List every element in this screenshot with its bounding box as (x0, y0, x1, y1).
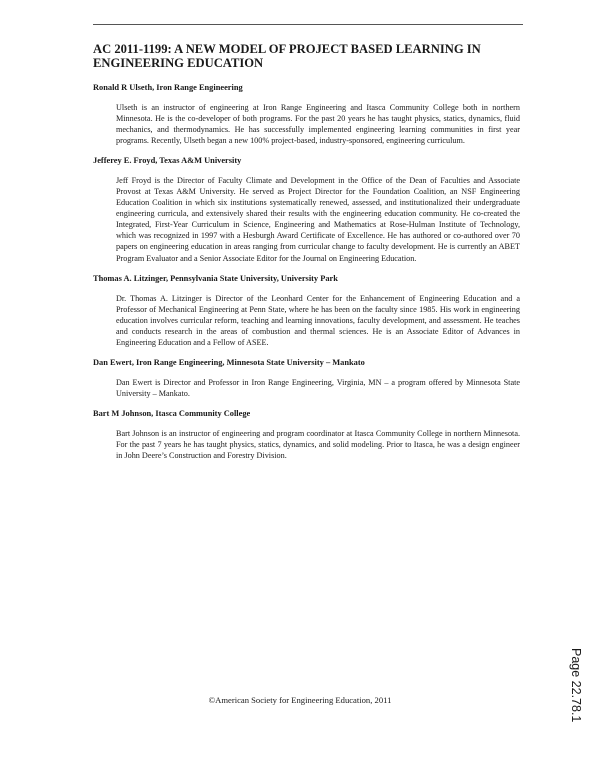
author-name: Dan Ewert, Iron Range Engineering, Minnesota State University – Mankato (93, 357, 365, 367)
author-name: Ronald R Ulseth, Iron Range Engineering (93, 83, 243, 92)
author-list (93, 82, 525, 470)
author-entry (93, 82, 525, 146)
author-entry (93, 273, 525, 348)
author-bio: Jeff Froyd is the Director of Faculty Climate and Development in the Office of the Dean of Faculties and Associate Provost at Texas A&M University. He served as Project Director for the Foundation Coalition, an NSF Engineering Education Coalition in which six institutions systematically renewed, assessed, and institutionalized their undergraduate engineering curricula, and extensively shared their results with the engineering education community. He co-created the Integrated, First-Year Curriculum in Science, Engineering and Mathematics at Rose-Hulman Institute of Technology, which was recognized in 1997 with a Hesburgh Award Certificate of Excellence. He has authored or co-authored over 70 papers on engineering education in areas ranging from curricular change to faculty development. He is currently an ABET Program Evaluator and a Senior Associate Editor for the Journal on Engineering Education. (116, 176, 520, 263)
author-entry (93, 357, 525, 399)
author-name: Bart M Johnson, Itasca Community College (93, 408, 251, 418)
author-entry (93, 155, 525, 263)
paper-title: AC 2011-1199: A NEW MODEL OF PROJECT BASED LEARNING IN ENGINEERING EDUCATION (93, 42, 481, 70)
copyright-footer: ©American Society for Engineering Education, 2011 (208, 695, 392, 705)
header-rule (93, 24, 523, 25)
author-name: Thomas A. Litzinger, Pennsylvania State University, University Park (93, 273, 338, 283)
author-name: Jefferey E. Froyd, Texas A&M University (93, 156, 242, 166)
page-number: Page 22.78.1 (569, 648, 583, 723)
author-bio: Dan Ewert is Director and Professor in Iron Range Engineering, Virginia, MN – a program offered by Minnesota State University – Mankato. (116, 377, 520, 398)
author-bio: Ulseth is an instructor of engineering at Iron Range Engineering and Itasca Community College both in northern Minnesota. He is the co-developer of both programs. For the past 20 years he has taught physics, statics, dynamics, fluid mechanics, and thermodynamics. He has successfully implemented engineering learning communities in first year programs. Recently, Ulseth began a new 100% project-based, industry-sponsored, engineering curriculum. (116, 103, 520, 146)
author-bio: Dr. Thomas A. Litzinger is Director of the Leonhard Center for the Enhancement of Engineering Education and a Professor of Mechanical Engineering at Penn State, where he has been on the faculty since 1985. His work in engineering education involves curricular reform, teaching and learning innovations, faculty development, and assessment. He teaches and conducts research in the areas of combustion and thermal sciences. He is an Associate Editor of Advances in Engineering Education and a Fellow of ASEE. (116, 293, 520, 347)
author-entry (93, 408, 525, 461)
author-bio: Bart Johnson is an instructor of engineering and program coordinator at Itasca Community College in northern Minnesota. For the past 7 years he has taught physics, statics, dynamics, and solid modeling. Prior to Itasca, he was a design engineer in John Deere’s Construction and Forestry Division. (116, 428, 520, 460)
